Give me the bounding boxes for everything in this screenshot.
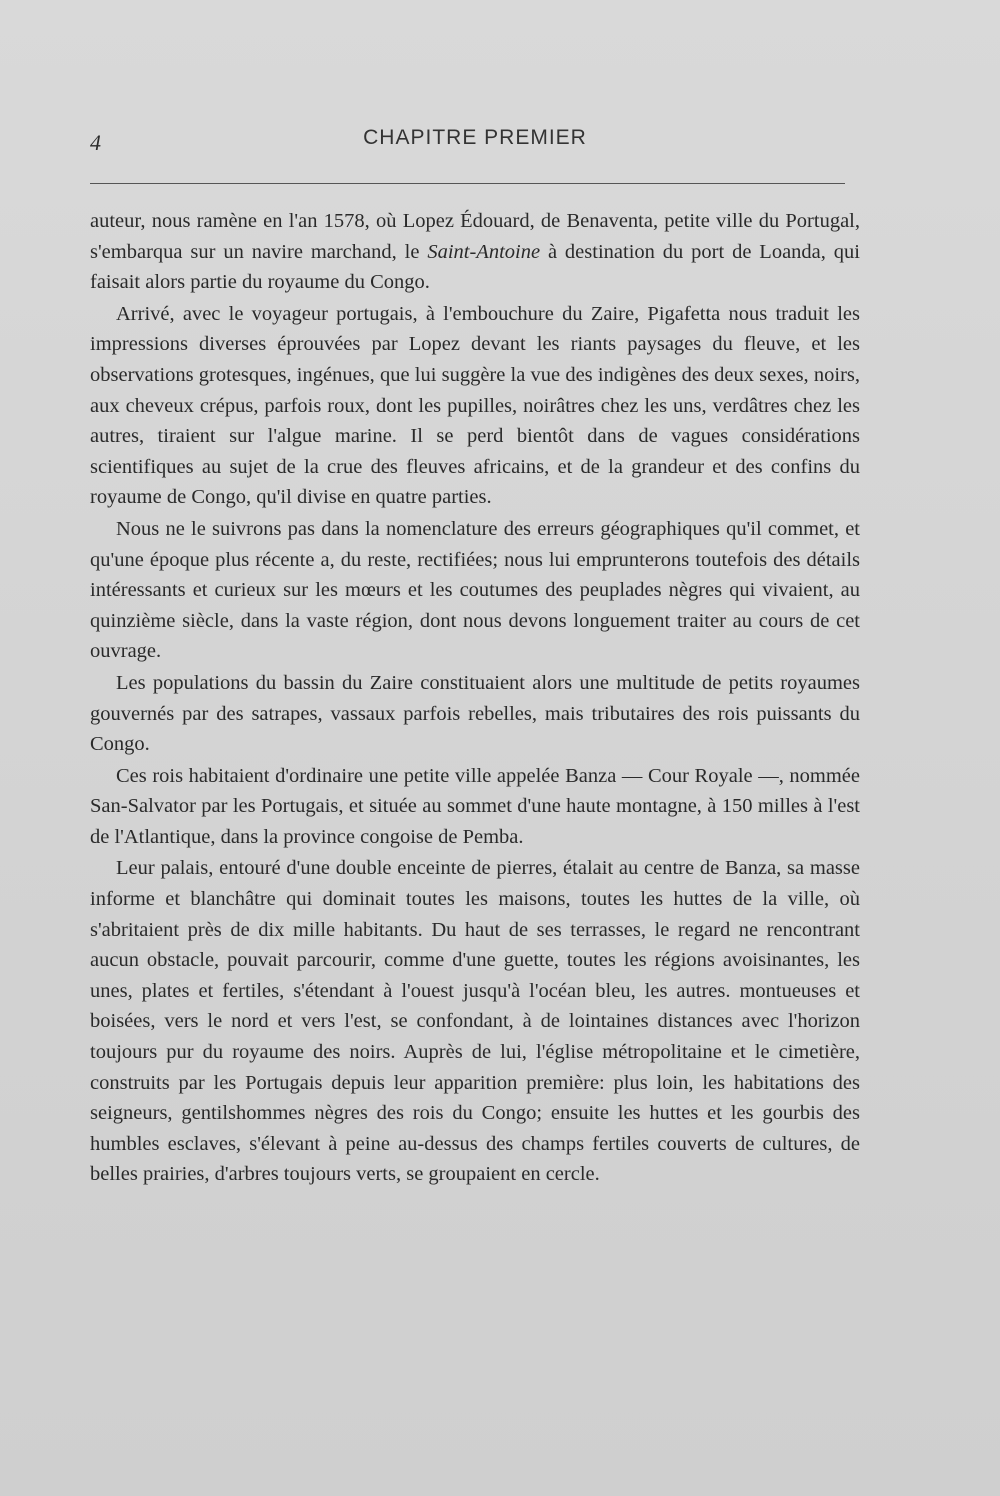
ship-name: Saint-Antoine: [427, 240, 541, 263]
paragraph-1-before: auteur, nous ramène en l'an 1578, où Lopez Édouard, de Benaventa, petite ville du Portugal, s'embarqua sur un navire marchand, le: [90, 210, 860, 263]
paragraph-3: Nous ne le suivrons pas dans la nomenclature des erreurs géographiques qu'il commet, et qu'une époque plus récente a, du reste, rectifiées; nous lui emprunterons toutefois des détails intéressants et curieux sur les mœurs et les coutumes des peuplades nègres qui vivaient, au quinzième siècle, dans la vaste région, dont nous devons longuement traiter au cours de cet ouvrage.: [90, 517, 860, 663]
header-rule: [90, 183, 845, 184]
body-text: [90, 206, 860, 1191]
running-title: CHAPITRE PREMIER: [363, 126, 587, 149]
paragraph-5: Ces rois habitaient d'ordinaire une petite ville appelée Banza — Cour Royale —, nommée San-Salvator par les Portugais, et située au sommet d'une haute montagne, à 150 milles à l'est de l'Atlantique, dans la province congoise de Pemba.: [90, 764, 860, 848]
paragraph-1-after: à destination du port de Loanda, qui faisait alors partie du royaume du Congo.: [90, 240, 860, 294]
page-number: 4: [90, 130, 101, 155]
paragraph-2: Arrivé, avec le voyageur portugais, à l'embouchure du Zaire, Pigafetta nous traduit les impressions diverses éprouvées par Lopez devant les riants paysages du fleuve, et les observations grotesques, ingénues, que lui suggère la vue des indigènes des deux sexes, noirs, aux cheveux crépus, parfois roux, dont les pupilles, noirâtres chez les uns, verdâtres chez les autres, tiraient sur l'algue marine. Il se perd bientôt dans de vagues considérations scientifiques au sujet de la crue des fleuves africains, et de la grandeur et des confins du royaume de Congo, qu'il divise en quatre parties.: [90, 302, 860, 509]
page-header: [90, 126, 860, 156]
paragraph-4: Les populations du bassin du Zaire constituaient alors une multitude de petits royaumes gouvernés par des satrapes, vassaux parfois rebelles, mais tributaires des rois puissants du Congo.: [90, 671, 860, 756]
paragraph-1: [90, 206, 860, 298]
paragraph-6: Leur palais, entouré d'une double enceinte de pierres, étalait au centre de Banza, sa masse informe et blanchâtre qui dominait toutes les maisons, toutes les huttes de la ville, où s'abritaient près de dix mille habitants. Du haut de ses terrasses, le regard ne rencontrant aucun obstacle, pouvait parcourir, comme d'une guette, toutes les régions avoisinantes, les unes, plates et fertiles, s'étendant à l'ouest jusqu'à l'océan bleu, les autres. montueuses et boisées, vers le nord et vers l'est, se confondant, à de lointaines distances avec l'horizon toujours pur du royaume des noirs. Auprès de lui, l'église métropolitaine et le cimetière, construits par les Portugais depuis leur apparition première: plus loin, les habitations des seigneurs, gentilshommes nègres des rois du Congo; ensuite les huttes et les gourbis des humbles esclaves, s'élevant à peine au-dessus des champs fertiles couverts de cultures, de belles prairies, d'arbres toujours verts, se groupaient en cercle.: [90, 857, 860, 1186]
